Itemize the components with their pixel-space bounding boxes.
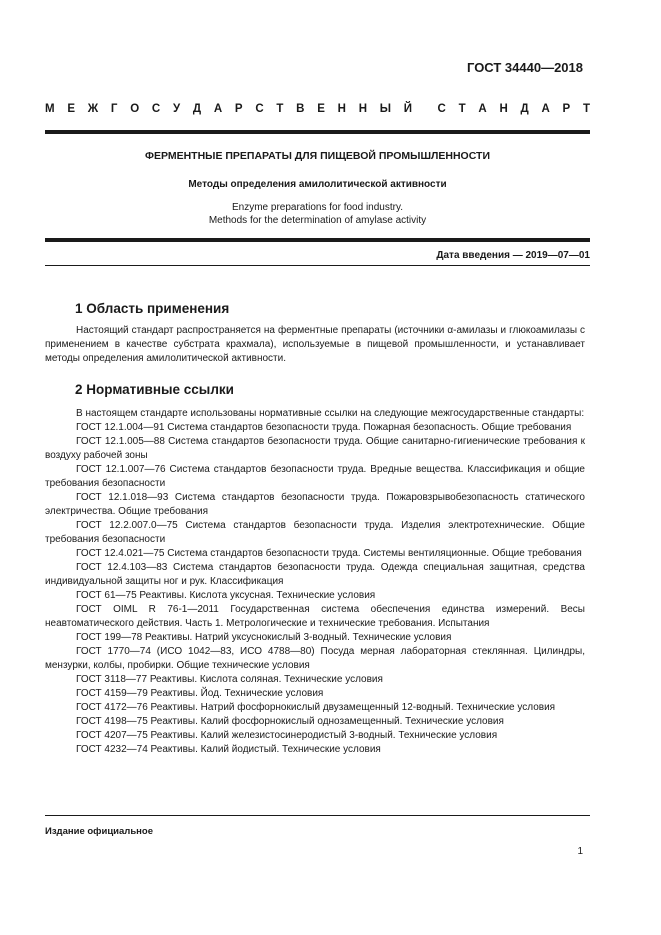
standard-type-letter: Ж xyxy=(87,103,99,115)
normative-reference: ГОСТ 3118—77 Реактивы. Кислота соляная. Технические условия xyxy=(76,674,383,685)
standard-type-letter: О xyxy=(130,103,140,115)
standard-type-letter: М xyxy=(45,103,55,115)
section-1-body xyxy=(45,324,585,366)
page-number: 1 xyxy=(577,846,583,857)
standard-type-letter: С xyxy=(151,103,161,115)
normative-reference: ГОСТ 12.1.004—91 Система стандартов безопасности труда. Пожарная безопасность. Общие требования xyxy=(76,422,572,433)
standard-type-letter: С xyxy=(437,103,446,115)
standard-type-letter: У xyxy=(172,103,181,115)
normative-reference: ГОСТ 12.1.005—88 Система стандартов безопасности труда. Общие санитарно-гигиенические требования к воздуху рабочей зоны xyxy=(45,436,585,461)
standard-type-letter: Г xyxy=(110,103,118,115)
english-title-line-2: Methods for the determination of amylase activity xyxy=(208,215,427,226)
normative-reference: ГОСТ 12.1.018—93 Система стандартов безопасности труда. Пожаровзрывобезопасность статического электричества. Общие требования xyxy=(45,492,585,517)
standard-type-letter: Н xyxy=(358,103,368,115)
standard-type-letter: Т xyxy=(276,103,284,115)
header-rule xyxy=(45,130,590,134)
standard-type-letter: Ы xyxy=(379,103,392,115)
standard-type-letter: А xyxy=(478,103,487,115)
standard-type-letter: А xyxy=(213,103,223,115)
normative-reference: ГОСТ 12.1.007—76 Система стандартов безопасности труда. Вредные вещества. Классификация и общие требования безопасности xyxy=(45,464,585,489)
introduction-date: Дата введения — 2019—07—01 xyxy=(436,250,590,261)
section-1-heading: 1 Область применения xyxy=(75,301,230,316)
section-2-intro: В настоящем стандарте использованы нормативные ссылки на следующие межгосударственные стандарты: xyxy=(76,408,585,419)
section-2-body xyxy=(45,407,585,757)
normative-reference: ГОСТ 12.2.007.0—75 Система стандартов безопасности труда. Изделия электротехнические. Общие требования безопасности xyxy=(45,520,585,545)
normative-reference: ГОСТ 12.4.021—75 Система стандартов безопасности труда. Системы вентиляционные. Общие требования xyxy=(76,548,582,559)
standard-type-letter: В xyxy=(296,103,305,115)
standard-type-letter: А xyxy=(541,103,550,115)
normative-reference: ГОСТ 199—78 Реактивы. Натрий уксуснокислый 3-водный. Технические условия xyxy=(76,632,452,643)
official-edition-label: Издание официальное xyxy=(45,826,153,837)
title-rule xyxy=(45,238,590,242)
normative-reference: ГОСТ 1770—74 (ИСО 1042—83, ИСО 4788—80) Посуда мерная лабораторная стеклянная. Цилиндры, мензурки, колбы, пробирки. Общие технические условия xyxy=(45,646,585,671)
standard-type-letter: Е xyxy=(317,103,325,115)
standard-type-letter: Н xyxy=(337,103,346,115)
document-title: ФЕРМЕНТНЫЕ ПРЕПАРАТЫ ДЛЯ ПИЩЕВОЙ ПРОМЫШЛЕННОСТИ xyxy=(145,150,490,162)
english-title xyxy=(45,201,590,227)
english-title-line-1: Enzyme preparations for food industry. xyxy=(231,202,403,213)
document-subtitle: Методы определения амилолитической активности xyxy=(188,179,447,190)
standard-type-letter: Р xyxy=(562,103,571,115)
date-rule xyxy=(45,265,590,266)
standard-type-letter: С xyxy=(255,103,264,115)
standard-type-header xyxy=(45,103,590,115)
footer-rule xyxy=(45,815,590,816)
section-2-heading: 2 Нормативные ссылки xyxy=(75,382,234,397)
standard-type-letter: Е xyxy=(67,103,76,115)
document-code: ГОСТ 34440—2018 xyxy=(467,60,583,75)
normative-reference: ГОСТ 61—75 Реактивы. Кислота уксусная. Технические условия xyxy=(76,590,376,601)
normative-reference: ГОСТ OIML R 76-1—2011 Государственная система обеспечения единства измерений. Весы неавтоматического действия. Часть 1. Метрологические и технические требования. Испытания xyxy=(45,604,585,629)
normative-reference: ГОСТ 4207—75 Реактивы. Калий железистосинеродистый 3-водный. Технические условия xyxy=(76,730,498,741)
normative-reference: ГОСТ 12.4.103—83 Система стандартов безопасности труда. Одежда специальная защитная, средства индивидуальной защиты ног и рук. Классификация xyxy=(45,562,585,587)
standard-type-letter: Й xyxy=(403,103,413,115)
standard-type-letter: Д xyxy=(520,103,529,115)
normative-reference: ГОСТ 4172—76 Реактивы. Натрий фосфорнокислый двузамещенный 12-водный. Технические условия xyxy=(76,702,556,713)
standard-type-letter: Т xyxy=(582,103,590,115)
section-1-paragraph: Настоящий стандарт распространяется на ферментные препараты (источники α-амилазы и глюкоамилазы с применением в качестве субстрата крахмала), используемые в пищевой промышленности, и устанавливает методы определения амилолитической активности. xyxy=(45,325,585,364)
standard-type-letter: Т xyxy=(458,103,466,115)
normative-reference: ГОСТ 4232—74 Реактивы. Калий йодистый. Технические условия xyxy=(76,744,381,755)
standard-type-letter: Р xyxy=(234,103,243,115)
standard-type-letter: Д xyxy=(192,103,202,115)
standard-type-letter: Н xyxy=(499,103,508,115)
normative-reference: ГОСТ 4159—79 Реактивы. Йод. Технические условия xyxy=(76,688,324,699)
normative-reference: ГОСТ 4198—75 Реактивы. Калий фосфорнокислый однозамещенный. Технические условия xyxy=(76,716,504,727)
